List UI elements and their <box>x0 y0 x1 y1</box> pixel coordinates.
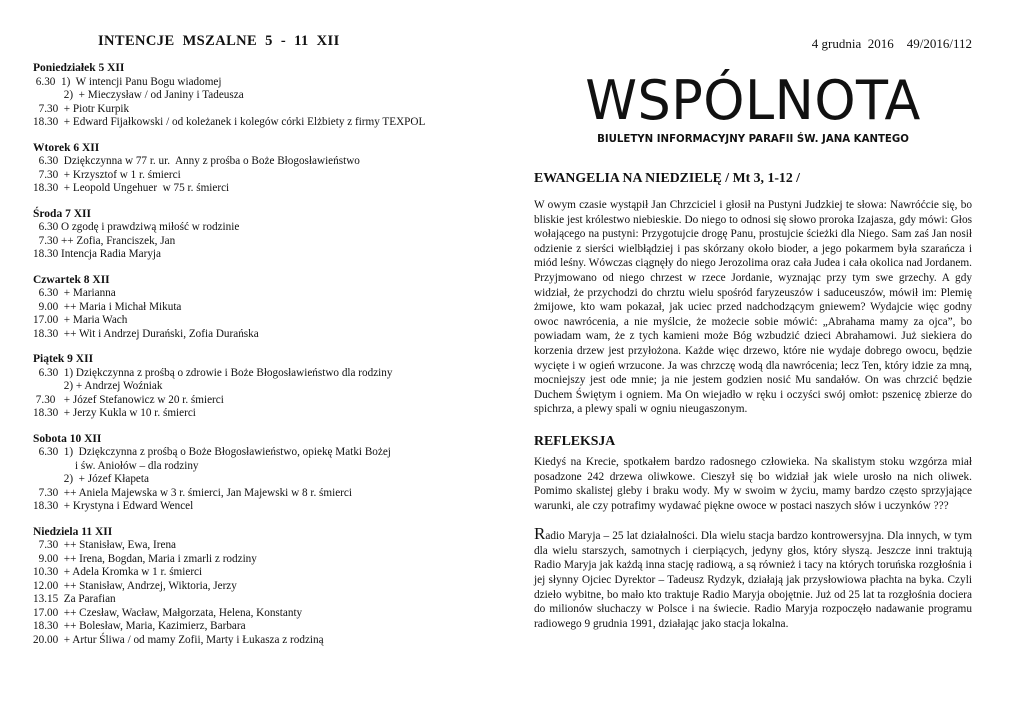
intention-line: 17.00 + Maria Wach <box>33 314 128 326</box>
intention-line: 2) + Józef Kłapeta <box>33 473 149 485</box>
intention-line: 6.30 + Marianna <box>33 287 116 299</box>
intention-line: 6.30 Dziękczynna w 77 r. ur. Anny z prośba o Boże Błogosławieństwo <box>33 155 360 167</box>
intention-line: 6.30 O zgodę i prawdziwą miłość w rodzinie <box>33 221 240 233</box>
day-block <box>33 62 485 130</box>
intention-line: 18.30 + Leopold Ungehuer w 75 r. śmierci <box>33 182 230 194</box>
intention-line: 6.30 1) W intencji Panu Bogu wiadomej <box>33 75 222 88</box>
issue-date-number: 4 grudnia 2016 49/2016/112 <box>811 36 972 51</box>
intention-line: 6.30 1) Dziękczynna z prośbą o Boże Błogosławieństwo, opiekę Matki Bożej <box>33 446 391 458</box>
intention-line: 9.00 ++ Maria i Michał Mikuta <box>33 300 182 313</box>
intention-line: 2) + Mieczysław / od Janiny i Tadeusza <box>33 89 244 101</box>
intention-line: 18.30 + Jerzy Kukla w 10 r. śmierci <box>33 407 196 419</box>
day-name: Piątek 9 XII <box>33 353 94 365</box>
day-block <box>33 274 485 342</box>
gospel-heading: EWANGELIA NA NIEDZIELĘ / Mt 3, 1-12 / <box>534 170 801 185</box>
day-block <box>33 526 485 648</box>
intention-line: i św. Aniołów – dla rodziny <box>33 459 199 472</box>
intention-line: 18.30 + Edward Fijałkowski / od koleżanek i kolegów córki Elżbiety z firmy TEXPOL <box>33 116 426 128</box>
intention-line: 18.30 + Krystyna i Edward Wencel <box>33 500 194 512</box>
day-block <box>33 208 485 262</box>
intention-line: 7.30 + Piotr Kurpik <box>33 102 130 115</box>
intention-line: 2) + Andrzej Woźniak <box>33 380 163 392</box>
day-name: Niedziela 11 XII <box>33 525 113 538</box>
masthead-title: WSPÓLNOTA <box>585 69 921 132</box>
intention-line: 18.30 ++ Bolesław, Maria, Kazimierz, Barbara <box>33 620 246 632</box>
intention-line: 13.15 Za Parafian <box>33 593 116 605</box>
intention-line: 7.30 ++ Aniela Majewska w 3 r. śmierci, Jan Majewski w 8 r. śmierci <box>33 486 352 499</box>
day-name: Środa 7 XII <box>33 207 91 220</box>
gospel-text: W owym czasie wystąpił Jan Chrzciciel i głosił na Pustyni Judzkiej te słowa: Nawróćcie się, bo bliskie jest królestwo niebieskie. Do niego to odnosi się słowo proroka Izajasza, gdy mówi: Głos wołającego na pustyni: Przygotujcie drogę Panu, prostujcie ścieżki dla Niego. Sam zaś Jan nosił odzienie z sierści wielbłądziej i pas skórzany około bioder, a jego pokarmem była szarańcza i miód leśny. Wówczas ciągnęły do niego Jerozolima oraz cała Judea i cała okolica nad Jordanem. Przyjmowano od niego chrzest w rzece Jordanie, wyznając przy tym swe grzechy. A gdy widział, że przychodzi do chrztu wielu spośród faryzeuszów i saduceuszów, mówił im: Plemię żmijowe, kto wam pokazał, jak uciec przed nadchodzącym gniewem? Wydajcie więc godny owoc nawrócenia, a nie myślcie, że możecie sobie mówić: „Abrahama mamy za ojca”, bo powiadam wam, że z tych kamieni może Bóg wzbudzić dzieci Abrahamowi. Już siekiera do korzenia drzew jest przyłożona. Każde więc drzewo, które nie wydaje dobrego owocu, będzie wycięte i w ogień wrzucone. Ja was chrzczę wodą dla nawrócenia; lecz Ten, który idzie za mną, mocniejszy jest ode mnie; ja nie jestem godzien nosić Mu sandałów. On was chrzcić będzie Duchem Świętym i ogniem. Ma On wiejadło w ręku i oczyści swój omłot: pszenicę zbierze do spichrza, a plewy spali w ogniu nieugaszonym. <box>534 199 972 416</box>
intention-line: 7.30 + Józef Stefanowicz w 20 r. śmierci <box>33 393 224 406</box>
reflection-heading: REFLEKSJA <box>534 432 616 448</box>
masthead-subtitle: BIULETYN INFORMACYJNY PARAFII ŚW. JANA KANTEGO <box>597 134 909 145</box>
intention-line: 20.00 + Artur Śliwa / od mamy Zofii, Marty i Łukasza z rodziną <box>33 633 324 646</box>
mass-intentions-column <box>33 33 485 659</box>
intention-line: 6.30 1) Dziękczynna z prośbą o zdrowie i Boże Błogosławieństwo dla rodziny <box>33 366 393 379</box>
intention-line: 18.30 Intencja Radia Maryja <box>33 248 161 260</box>
intention-line: 18.30 ++ Wit i Andrzej Durański, Zofia Durańska <box>33 327 259 340</box>
intention-line: 17.00 ++ Czesław, Wacław, Małgorzata, Helena, Konstanty <box>33 606 303 619</box>
day-name: Czwartek 8 XII <box>33 273 110 286</box>
drop-letter: R <box>534 524 546 544</box>
intention-line: 7.30 ++ Stanisław, Ewa, Irena <box>33 539 177 551</box>
intention-line: 10.30 + Adela Kromka w 1 r. śmierci <box>33 566 203 578</box>
mass-intentions-title: INTENCJE MSZALNE 5 - 11 XII <box>98 33 340 49</box>
day-block <box>33 142 485 196</box>
day-block <box>33 353 485 421</box>
intention-line: 12.00 ++ Stanisław, Andrzej, Wiktoria, Jerzy <box>33 579 237 592</box>
radio-maryja-text: adio Maryja – 25 lat działalności. Dla wielu stacja bardzo kontrowersyjna. Dla innych, w tym dla wielu starszych, samotnych i cierpiących, jedyny głos, który słyszą. Jeszcze inni traktują Radio Maryja jak każdą inna stację radiową, a są również i tacy na których toruńska rozgłośnia i jej słynny Ojciec Dyrektor – Tadeusz Rydzyk, działają jak przysłowiowa płachta na byka. Czyli dzieło wybitne, bo mało kto traktuje Radio Maryja obojętnie. Już od 25 lat ta rozgłośnia dociera do milionów słuchaczy w Polsce i na świecie. Radio Maryja rozpoczęło nadawanie programu radiowego 9 grudnia 1991, działając jako stacja lokalna. <box>534 530 972 630</box>
day-block <box>33 433 485 514</box>
intention-line: 7.30 ++ Zofia, Franciszek, Jan <box>33 234 176 247</box>
day-name: Poniedziałek 5 XII <box>33 62 125 74</box>
reflection-text: Kiedyś na Krecie, spotkałem bardzo radosnego człowieka. Na skalistym stoku wzgórza miał posadzone 242 drzewa oliwkowe. Cieszył się bo widział jak wiele urosło na nich oliwek. Pomimo skalistej gleby i braku wody. My w swoim w życiu, mamy bardzo często sprzyjające warunki, ale czy potrafimy wydawać piękne owoce w postaci naszych słów i uczynków ??? <box>534 455 972 512</box>
day-name: Wtorek 6 XII <box>33 141 100 154</box>
radio-maryja-paragraph <box>534 524 972 631</box>
bulletin-column <box>534 33 972 631</box>
day-name: Sobota 10 XII <box>33 432 102 445</box>
intention-line: 9.00 ++ Irena, Bogdan, Maria i zmarli z rodziny <box>33 552 257 565</box>
intention-line: 7.30 + Krzysztof w 1 r. śmierci <box>33 168 181 181</box>
mass-intentions-list <box>33 62 485 647</box>
